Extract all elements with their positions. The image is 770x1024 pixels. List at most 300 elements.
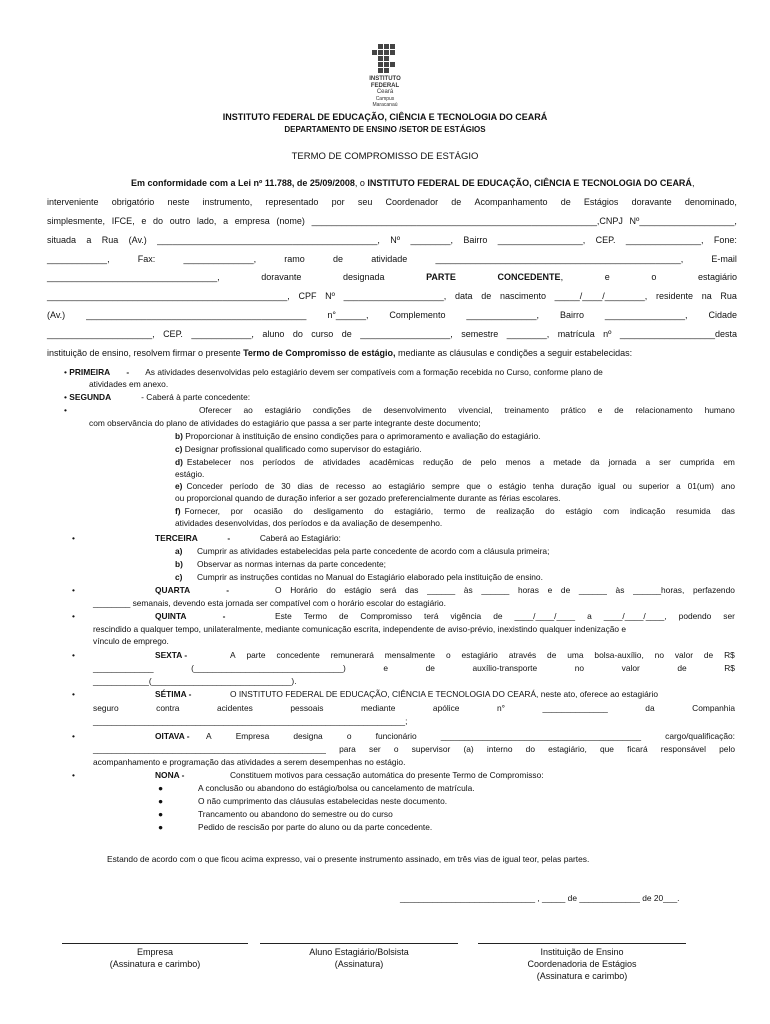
- word: e: [141, 216, 147, 226]
- word: Nº: [325, 291, 335, 301]
- word: das: [721, 506, 735, 516]
- bullet: ●: [158, 796, 164, 806]
- word: ______________,: [183, 254, 257, 264]
- word: ao: [243, 405, 253, 415]
- word: indicação: [629, 506, 666, 516]
- word: denominado,: [684, 197, 737, 207]
- clause-oitava: [206, 731, 735, 741]
- word: dias: [297, 481, 313, 491]
- word: jornada: [608, 457, 637, 467]
- word: do: [374, 506, 384, 516]
- word: o: [346, 731, 352, 741]
- intro-line-4: [47, 235, 737, 245]
- word: Empresa: [235, 731, 270, 741]
- word: pessoais: [290, 703, 324, 713]
- word: ________________________________________________,: [47, 291, 290, 301]
- word: ser: [369, 744, 381, 754]
- word: sempre: [431, 481, 460, 491]
- clause-setima: O INSTITUTO FEDERAL DE EDUCAÇÃO, CIÊNCIA E TECNOLOGIA DO CEARÁ, neste ato, oferece ao estagiário: [230, 689, 659, 699]
- word: Nº: [390, 235, 401, 245]
- intro-line-8: [47, 310, 737, 320]
- word: vivencial,: [458, 405, 493, 415]
- list-item: Trancamento ou abandono do semestre ou do curso: [198, 809, 393, 819]
- word: ______________,: [466, 310, 539, 320]
- intro-line-3: [47, 216, 737, 226]
- word: estágio: [499, 481, 527, 491]
- word: de: [265, 481, 275, 491]
- word: IFCE,: [111, 216, 135, 226]
- word: funcionário: [375, 731, 417, 741]
- word: (nome): [276, 216, 305, 226]
- clause-quinta-cont2: vínculo de emprego.: [93, 636, 169, 646]
- clause-segunda-d-cont: estágio.: [175, 469, 205, 479]
- word: Este: [275, 611, 292, 621]
- word: resumida: [676, 506, 711, 516]
- bullet: ●: [158, 822, 164, 832]
- word: _________________,: [497, 235, 586, 245]
- clause-quarta: [275, 585, 735, 595]
- word: relacionamento: [635, 405, 693, 415]
- clause-segunda: • SEGUNDA - Caberá à parte concedente:: [64, 392, 251, 402]
- clause-segunda-d: d) Estabelecer nos períodos de atividades acadêmicas redução de pelo menos a metade da jornada a ser cumprida em: [175, 457, 735, 467]
- word: ______: [481, 585, 510, 595]
- word: vigência: [450, 611, 482, 621]
- word: estagiário,: [548, 744, 587, 754]
- word: supervisor: [411, 744, 451, 754]
- word: ocasião: [253, 506, 283, 516]
- word: simplesmente,: [47, 216, 106, 226]
- page-title: TERMO DE COMPROMISSO DE ESTÁGIO: [291, 151, 479, 162]
- word: perfazendo: [692, 585, 735, 595]
- word: ser: [723, 611, 735, 621]
- word: 01(um): [687, 481, 715, 491]
- word: Coordenador: [385, 197, 439, 207]
- word: por: [230, 506, 243, 516]
- word: ________________,: [604, 310, 688, 320]
- clause-segunda-a: [199, 405, 735, 415]
- bullet: ●: [158, 783, 164, 793]
- word: _____________________,: [47, 329, 155, 339]
- word: da: [590, 457, 600, 467]
- word: Termo: [303, 611, 328, 621]
- clause-segunda-c: c) Designar profissional qualificado como supervisor do estagiário.: [175, 444, 422, 454]
- word: Oferecer: [199, 405, 232, 415]
- word: por: [331, 197, 345, 207]
- word: ____/____/____: [514, 611, 576, 621]
- word: do: [326, 585, 336, 595]
- clause-quinta-cont: rescindido a qualquer tempo, unilateralmente, mediante comunicação escrita, independente de aviso-prévio, inexistindo qualquer indenização e: [93, 624, 627, 634]
- word: ser: [659, 457, 671, 467]
- department-heading: DEPARTAMENTO DE ENSINO /SETOR DE ESTÁGIOS: [284, 125, 486, 134]
- clause-segunda-a-cont: com observância do plano de atividades do estagiário que passa a ser parte integrante deste documento;: [89, 418, 481, 428]
- word: através: [508, 650, 537, 660]
- clause-setima-cont: [93, 703, 735, 713]
- word: e: [597, 405, 603, 415]
- word: de: [462, 457, 472, 467]
- word: a: [645, 457, 651, 467]
- clause-oitava-cont2: acompanhamento e programação das atividades a serem desempenhas no estágio.: [93, 757, 406, 767]
- clause-quinta: [275, 611, 735, 621]
- clause-setima-label: SÉTIMA -: [155, 689, 192, 699]
- word: lado,: [196, 216, 217, 226]
- word: às: [463, 585, 473, 595]
- clause-nona-label: NONA -: [155, 770, 185, 780]
- word: podendo: [678, 611, 712, 621]
- clause-segunda-e: e) Conceder período de 30 dias de recesso ao estagiário sempre que o estágio tenha duração igual ou superior a 01(um) ano: [175, 481, 735, 491]
- word: concedente: [276, 650, 320, 660]
- word: Compromisso: [360, 611, 413, 621]
- word: da: [645, 703, 655, 713]
- word: mensalmente: [384, 650, 436, 660]
- signature-company: Empresa (Assinatura e carimbo): [109, 947, 201, 969]
- institution-heading: INSTITUTO FEDERAL DE EDUCAÇÃO, CIÊNCIA E TECNOLOGIA DO CEARÁ: [222, 112, 548, 122]
- bullet: •: [72, 533, 75, 543]
- list-item: O não cumprimento das cláusulas estabelecidas neste documento.: [198, 796, 448, 806]
- word: nº: [603, 329, 612, 339]
- word: menos: [505, 457, 531, 467]
- clause-segunda-e-cont: ou proporcional quando de duração inferior a ser gozado preferencialmente durante as férias escolares.: [175, 493, 561, 503]
- word: igual: [597, 481, 616, 491]
- word: estagiário: [264, 405, 301, 415]
- word: acadêmicas: [369, 457, 414, 467]
- word: humano: [704, 405, 735, 415]
- intro-line-6: __________________________________, doravante designada PARTE CONCEDENTE, e o estagiário: [47, 272, 737, 282]
- word: designa: [293, 731, 323, 741]
- word: recesso: [335, 481, 366, 491]
- intro-line-10: instituição de ensino, resolvem firmar o presente Termo de Compromisso de estágio, mediante as cláusulas e condições a seguir estabelecidas:: [47, 348, 633, 358]
- word: a: [86, 235, 92, 245]
- intro-line-2: [47, 197, 737, 207]
- word: _____/____/________,: [554, 291, 648, 301]
- word: A: [230, 650, 236, 660]
- word: bolsa-auxílio,: [594, 650, 644, 660]
- word: no: [574, 663, 585, 673]
- word: mediante: [360, 703, 396, 713]
- word: de: [560, 585, 571, 595]
- clause-terceira-c: c) Cumprir as instruções contidas no Manual do Estagiário elaborado pela instituição de ensino.: [175, 572, 543, 582]
- word: de: [703, 650, 714, 660]
- word: _______________,: [625, 235, 704, 245]
- word: residente: [655, 291, 693, 301]
- word: obrigatório: [111, 197, 155, 207]
- word: estagiário: [388, 481, 425, 491]
- closing-statement: Estando de acordo com o que ficou acima expresso, vai o presente instrumento assinado, em três vias de igual teor, pelas partes.: [107, 854, 590, 864]
- word: ________,: [506, 329, 550, 339]
- word: ___________________________________________: [440, 731, 642, 741]
- word: de: [481, 291, 492, 301]
- word: Rua: [720, 291, 737, 301]
- word: n°: [497, 703, 506, 713]
- word: período: [229, 481, 259, 491]
- word: horas: [517, 585, 539, 595]
- word: __________________,: [360, 329, 453, 339]
- word: do: [545, 506, 555, 516]
- word: a: [539, 457, 545, 467]
- bullet: •: [72, 689, 75, 699]
- word: (a): [463, 744, 474, 754]
- word: empresa: [234, 216, 270, 226]
- word: na: [701, 291, 712, 301]
- word: treinamento: [504, 405, 549, 415]
- signature-student: Aluno Estagiário/Bolsista (Assinatura): [309, 947, 409, 969]
- clause-terceira-a: a) Cumprir as atividades estabelecidas pela parte concedente de acordo com a cláusula primeira;: [175, 546, 550, 556]
- word: de: [476, 506, 486, 516]
- word: de: [614, 405, 624, 415]
- clause-setima-cont2: ___________________________________________________________________;: [93, 716, 408, 726]
- signature-line-institution: [478, 943, 686, 944]
- word: ______________: [542, 703, 608, 713]
- word: desenvolvimento: [383, 405, 447, 415]
- word: Estabelecer: [186, 457, 232, 467]
- word: _____________: [93, 663, 154, 673]
- bullet: ●: [158, 809, 164, 819]
- clause-quarta-cont: ________ semanais, devendo esta jornada ser compatível com o horário escolar do estagiário.: [93, 598, 446, 608]
- word: (________________________________): [191, 663, 346, 673]
- word: realização: [496, 506, 535, 516]
- word: e: [383, 663, 388, 673]
- word: Acompanhamento: [474, 197, 548, 207]
- word: ____________,: [191, 329, 254, 339]
- word: semestre: [461, 329, 499, 339]
- clause-sexta-label: SEXTA -: [155, 650, 188, 660]
- word: neste: [167, 197, 190, 207]
- intro-line-9: [47, 329, 737, 339]
- word: A: [206, 731, 212, 741]
- word: Fone:: [713, 235, 737, 245]
- word: de: [304, 457, 314, 467]
- bullet: •: [64, 405, 67, 415]
- word: O: [275, 585, 282, 595]
- date-line: _____________________________ , _____ de _____________ de 20___.: [400, 893, 680, 903]
- clause-quinta-label: QUINTA -: [155, 611, 226, 621]
- word: redução: [423, 457, 454, 467]
- word: interveniente: [47, 197, 99, 207]
- word: parte: [246, 650, 266, 660]
- word: ______horas,: [633, 585, 685, 595]
- word: terá: [424, 611, 439, 621]
- word: duração: [560, 481, 592, 491]
- word: n°______,: [327, 310, 369, 320]
- word: Fornecer,: [184, 506, 220, 516]
- word: ______: [578, 585, 607, 595]
- clause-quarta-label: QUARTA -: [155, 585, 230, 595]
- word: ao: [372, 481, 382, 491]
- word: Estágios: [583, 197, 619, 207]
- word: Companhia: [692, 703, 735, 713]
- word: ano: [721, 481, 735, 491]
- bullet: •: [72, 611, 75, 621]
- bullet: •: [72, 650, 75, 660]
- word: que: [599, 744, 614, 754]
- clause-primeira-cont: atividades em anexo.: [89, 379, 169, 389]
- word: de: [425, 663, 435, 673]
- word: 30: [281, 481, 291, 491]
- signature-line-student: [260, 943, 458, 944]
- word: R$: [724, 663, 735, 673]
- word: aluno: [262, 329, 285, 339]
- word: CPF: [298, 291, 317, 301]
- word: do: [525, 744, 535, 754]
- word: ____/____/____,: [603, 611, 667, 621]
- word: o: [393, 744, 399, 754]
- word: desligamento: [313, 506, 364, 516]
- word: (Av.): [47, 310, 66, 320]
- word: matrícula: [557, 329, 595, 339]
- signature-institution: Instituição de Ensino Coordenadoria de Estágios (Assinatura e carimbo): [527, 947, 637, 981]
- word: de: [451, 197, 462, 207]
- word: ____________________,: [343, 291, 447, 301]
- word: a: [675, 481, 681, 491]
- clause-segunda-b: b) Proporcionar à instituição de ensino condições para o aprimoramento e avaliação do estagiário.: [175, 431, 541, 441]
- word: outro: [169, 216, 191, 226]
- clause-nona: Constituem motivos para cessação automática do presente Termo de Compromisso:: [230, 770, 544, 780]
- intro-line-7: [47, 291, 737, 301]
- word: Complemento: [389, 310, 446, 320]
- word: valor: [621, 663, 640, 673]
- word: __________________________________________________: [93, 744, 326, 754]
- word: instrumento,: [202, 197, 253, 207]
- list-item: Pedido de rescisão por parte do aluno ou da parte concedente.: [198, 822, 433, 832]
- word: o: [487, 481, 493, 491]
- word: o: [445, 650, 451, 660]
- word: representado: [265, 197, 319, 207]
- word: às: [615, 585, 625, 595]
- word: ____________,: [47, 254, 110, 264]
- word: com: [603, 506, 620, 516]
- signature-line-company: [62, 943, 248, 944]
- word: do: [292, 329, 303, 339]
- bullet: •: [72, 731, 75, 741]
- word: de: [319, 481, 330, 491]
- clause-sexta: [230, 650, 735, 660]
- word: atividades: [322, 457, 361, 467]
- bullet: •: [72, 585, 75, 595]
- word: períodos: [262, 457, 296, 467]
- word: condições: [312, 405, 351, 415]
- word: Bairro: [463, 235, 488, 245]
- word: será: [380, 585, 397, 595]
- word: uma: [567, 650, 584, 660]
- word: seu: [357, 197, 373, 207]
- word: doravante: [631, 197, 672, 207]
- clause-terceira-b: b) Observar as normas internas da parte concedente;: [175, 559, 387, 569]
- word: seguro: [93, 703, 119, 713]
- clause-sexta-cont: [93, 663, 735, 673]
- word: e: [547, 585, 553, 595]
- word: ficará: [627, 744, 648, 754]
- clause-oitava-label: OITAVA -: [155, 731, 190, 741]
- word: cumprida: [679, 457, 715, 467]
- word: cargo/qualificação:: [665, 731, 735, 741]
- word: nascimento: [499, 291, 546, 301]
- word: (Av.): [128, 235, 147, 245]
- word: de: [362, 405, 372, 415]
- word: de: [547, 650, 557, 660]
- clause-sexta-cont2: ____________(______________________________).: [93, 676, 297, 686]
- word: ____________________________________________,: [157, 235, 380, 245]
- word: ou: [622, 481, 632, 491]
- word: nos: [240, 457, 254, 467]
- word: pelo: [719, 744, 735, 754]
- word: ______: [427, 585, 456, 595]
- word: apólice: [432, 703, 460, 713]
- clause-terceira: TERCEIRA - Caberá ao Estagiário:: [155, 533, 341, 543]
- clause-primeira: • PRIMEIRA - As atividades desenvolvidas pelo estagiário devem ser compatíveis com a formação recebida no Curso, conforme plano de: [64, 367, 603, 377]
- word: estagiário: [461, 650, 498, 660]
- word: do: [153, 216, 164, 226]
- word: de: [560, 197, 571, 207]
- word: termo: [443, 506, 466, 516]
- word: acidentes: [216, 703, 253, 713]
- word: _________________________________________________________,CNPJ: [311, 216, 623, 226]
- clause-oitava-cont: [93, 744, 735, 754]
- word: E-mail: [711, 254, 737, 264]
- word: Bairro: [559, 310, 584, 320]
- word: de: [677, 663, 687, 673]
- word: superior: [638, 481, 670, 491]
- logo-text: INSTITUTO FEDERAL Ceará Campus Maracanaú: [369, 76, 401, 108]
- word: das: [404, 585, 419, 595]
- word: CEP.: [595, 235, 616, 245]
- word: Fax:: [137, 254, 156, 264]
- bullet: •: [72, 770, 75, 780]
- word: responsável: [660, 744, 706, 754]
- word: Horário: [290, 585, 318, 595]
- intro-line-5: [47, 254, 737, 264]
- word: do: [293, 506, 303, 516]
- word: em: [723, 457, 735, 467]
- word: Nº___________________,: [629, 216, 737, 226]
- word: de: [333, 254, 344, 264]
- instituto-federal-logo-icon: [369, 44, 403, 74]
- word: atividade: [371, 254, 408, 264]
- word: remunerará: [330, 650, 374, 660]
- word: ___________________desta: [619, 329, 737, 339]
- word: a: [223, 216, 229, 226]
- word: ramo: [284, 254, 305, 264]
- word: Rua: [101, 235, 119, 245]
- word: tenha: [532, 481, 554, 491]
- list-item: A conclusão ou abandono do estágio/bolsa ou cancelamento de matrícula.: [198, 783, 475, 793]
- word: que: [466, 481, 481, 491]
- clause-segunda-f: f) Fornecer, por ocasião do desligamento do estagiário, termo de realização do estágio com indicação resumida das: [175, 506, 735, 516]
- word: pelo: [480, 457, 497, 467]
- word: estágio: [565, 506, 593, 516]
- word: ____________________________________________: [86, 310, 307, 320]
- word: para: [339, 744, 356, 754]
- word: Cidade: [708, 310, 737, 320]
- word: _________________________________________________,: [435, 254, 684, 264]
- word: de: [339, 611, 349, 621]
- word: auxílio-transporte: [472, 663, 538, 673]
- word: Conceder: [186, 481, 223, 491]
- word: curso: [311, 329, 334, 339]
- word: interno: [486, 744, 513, 754]
- word: ________,: [410, 235, 453, 245]
- word: a: [587, 611, 592, 621]
- word: valor: [674, 650, 694, 660]
- word: R$: [724, 650, 735, 660]
- word: prático: [560, 405, 586, 415]
- word: de: [493, 611, 503, 621]
- clause-segunda-f-cont: atividades desenvolvidas, dos períodos e da avaliação de desempenho.: [175, 518, 443, 528]
- word: estagiário,: [394, 506, 434, 516]
- intro-line-1: Em conformidade com a Lei nº 11.788, de 25/09/2008, o INSTITUTO FEDERAL DE EDUCAÇÃO, CIÊNCIA E TECNOLOGIA DO CEARÁ,: [131, 178, 695, 188]
- word: contra: [156, 703, 180, 713]
- word: de: [341, 329, 352, 339]
- word: metade: [553, 457, 582, 467]
- word: data: [454, 291, 473, 301]
